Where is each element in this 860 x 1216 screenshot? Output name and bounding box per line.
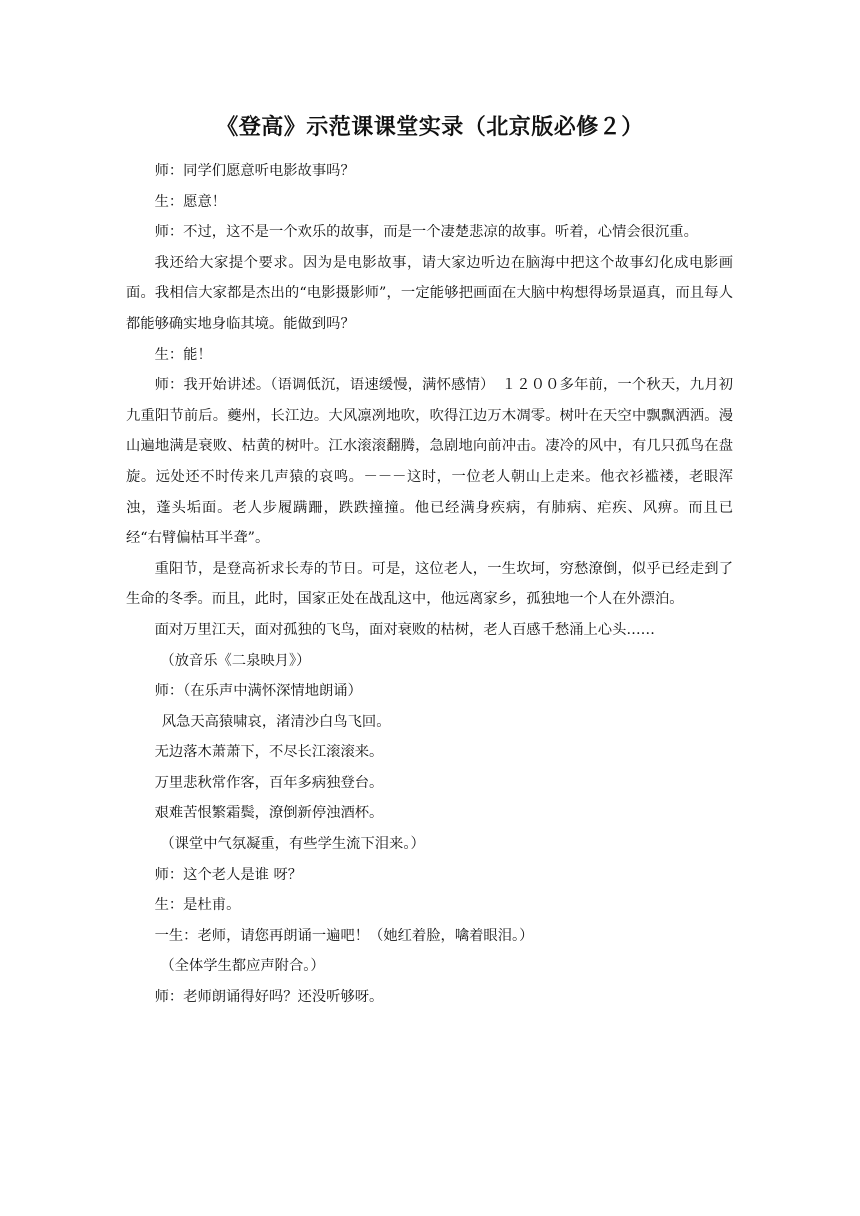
paragraph-3: 师：不过，这不是一个欢乐的故事，而是一个凄楚悲凉的故事。听着，心情会很沉重。 xyxy=(154,224,698,241)
paragraph-6: 师：我开始讲述。（语调低沉，语速缓慢，满怀感情） １２００多年前，一个秋天，九月初九重阳节前后。夔州，长江边。大风凛冽地吹，吹得江边万木凋零。树叶在天空中飘飘洒洒。漫山遍地满是衰败、枯黄的树叶。江水滚滚翻腾，急剧地向前冲击。凄冷的风中，有几只孤鸟在盘旋。远处还不时传来几声猿的哀鸣。－－－这时，一位老人朝山上走来。他衣衫褴褛，老眼浑浊，蓬头垢面。老人步履蹒跚，跌跌撞撞。他已经满身疾病，有肺病、疟疾、风痹。而且已经“右臂偏枯耳半聋”。 xyxy=(126,377,733,547)
poem-line-4: 艰难苦恨繁霜鬓，潦倒新停浊酒杯。 xyxy=(154,805,384,822)
paragraph-1: 师：同学们愿意听电影故事吗？ xyxy=(154,163,355,179)
paragraph-20: 师：老师朗诵得好吗？还没听够呀。 xyxy=(154,989,384,1006)
document-title: 《登高》示范课课堂实录（北京版必修２） xyxy=(216,114,644,140)
paragraph-8: 面对万里江天，面对孤独的飞鸟，面对衰败的枯树，老人百感千愁涌上心头…… xyxy=(154,621,655,638)
poem-line-3: 万里悲秋常作客，百年多病独登台。 xyxy=(154,774,384,791)
paragraph-17: 生：是杜甫。 xyxy=(154,897,241,914)
document-body xyxy=(126,156,733,1013)
paragraph-18: 一生：老师，请您再朗诵一遍吧！（她红着脸，噙着眼泪。） xyxy=(154,927,534,944)
stage-direction-students: （全体学生都应声附合。） xyxy=(160,958,325,975)
paragraph-2: 生：愿意！ xyxy=(154,193,227,210)
paragraph-16: 师：这个老人是谁 呀？ xyxy=(154,866,303,883)
paragraph-10: 师：（在乐声中满怀深情地朗诵） xyxy=(154,683,362,700)
poem-line-2: 无边落木萧萧下，不尽长江滚滚来。 xyxy=(154,744,384,761)
stage-direction-atmosphere: （课堂中气氛凝重，有些学生流下泪来。） xyxy=(160,836,425,853)
paragraph-7: 重阳节，是登高祈求长寿的节日。可是，这位老人，一生坎坷，穷愁潦倒，似乎已经走到了生命的冬季。而且，此时，国家正处在战乱这中，他远离家乡，孤独地一个人在外漂泊。 xyxy=(126,560,733,608)
paragraph-5: 生：能！ xyxy=(154,346,212,363)
paragraph-4: 我还给大家提个要求。因为是电影故事，请大家边听边在脑海中把这个故事幻化成电影画面。我相信大家都是杰出的“电影摄影师”，一定能够把画面在大脑中构想得场景逼真，而且每人都能够确实地身临其境。能做到吗？ xyxy=(126,254,733,332)
poem-line-1: 风急天高猿啸哀，渚清沙白鸟飞回。 xyxy=(161,713,391,730)
stage-direction-music: （放音乐《二泉映月》） xyxy=(160,652,311,669)
